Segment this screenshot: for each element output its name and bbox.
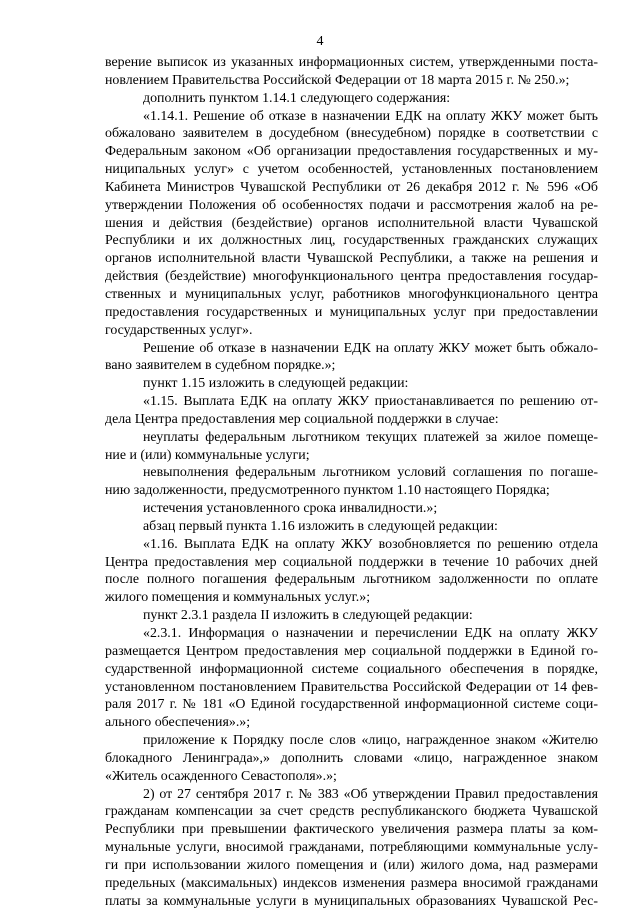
text-line: предельных (максимальных) индексов изменения размера вносимой гражданами (105, 875, 598, 891)
text-line: государственных услуг». (105, 322, 253, 338)
text-line: платы за коммунальные услуги в муниципальных образованиях Чувашской Рес- (105, 893, 598, 909)
document-body (105, 54, 598, 911)
text-line: «Житель осажденного Севастополя».»; (105, 768, 337, 784)
text-line: ние и (или) коммунальные услуги; (105, 447, 310, 463)
text-line: мунальные услуги, вносимой гражданами, потребляющими коммунальные услу- (105, 840, 598, 856)
text-line: установленном постановлением Правительства Российской Федерации от 14 фев- (105, 679, 598, 695)
text-line: сударственной информационной системе социального обеспечения в порядке, (105, 661, 598, 677)
text-line: «1.15. Выплата ЕДК на оплату ЖКУ приостанавливается по решению от- (143, 394, 598, 410)
text-line: абзац первый пункта 1.16 изложить в следующей редакции: (143, 518, 498, 534)
text-line: раля 2017 г. № 181 «О Единой государственной информационной системе соци- (105, 697, 598, 713)
text-line: ственных и муниципальных услуг, работников многофункционального центра (105, 286, 598, 302)
text-line: дела Центра предоставления мер социальной поддержки в случае: (105, 411, 499, 427)
text-line: утверждении Положения об особенностях подачи и рассмотрения жалоб на ре- (105, 197, 598, 213)
text-line: жилого помещения и коммунальных услуг.»; (105, 590, 371, 606)
text-line: органов исполнительной власти Чувашской Республики, а также на решения и (105, 251, 598, 267)
text-line: пункт 2.3.1 раздела II изложить в следующей редакции: (143, 608, 473, 624)
text-line: ниципальных услуг» с учетом особенностей, установленных постановлением (105, 162, 598, 178)
text-line: гражданам компенсации за счет средств республиканского бюджета Чувашской (105, 804, 598, 820)
text-line: размещается Центром предоставления мер социальной поддержки в Единой го- (105, 643, 598, 659)
page-number: 4 (316, 34, 324, 49)
text-line: Центра предоставления мер социальной поддержки в течение 10 рабочих дней (105, 554, 598, 570)
text-line: невыполнения федеральным льготником условий соглашения по погаше- (143, 465, 598, 481)
text-line: приложение к Порядку после слов «лицо, награжденное знаком «Жителю (143, 733, 598, 749)
text-line: ги при использовании жилого помещения и (или) жилого дома, над размерами (105, 857, 598, 873)
text-line: нию задолженности, предусмотренного пунктом 1.10 настоящего Порядка; (105, 483, 550, 499)
text-line: действия (бездействие) многофункционального центра предоставления государ- (105, 269, 598, 285)
text-line: предоставления государственных и муниципальных услуг при предоставлении (105, 304, 598, 320)
text-line: «1.14.1. Решение об отказе в назначении ЕДК на оплату ЖКУ может быть (143, 108, 598, 124)
text-line: обжаловано заявителем в досудебном (внесудебном) порядке в соответствии с (105, 126, 598, 142)
text-line: Решение об отказе в назначении ЕДК на оплату ЖКУ может быть обжало- (143, 340, 598, 356)
text-line: «2.3.1. Информация о назначении и перечислении ЕДК на оплату ЖКУ (143, 626, 598, 641)
text-line: вано заявителем в судебном порядке.»; (105, 358, 336, 374)
text-line: неуплаты федеральным льготником текущих платежей за жилое помеще- (143, 429, 598, 445)
text-line: истечения установленного срока инвалидности.»; (143, 501, 438, 517)
text-line: Федеральным законом «Об организации предоставления государственных и му- (105, 144, 598, 160)
text-line: Кабинета Министров Чувашской Республики от 26 декабря 2012 г. № 596 «Об (105, 179, 598, 195)
text-line: Республики и их должностных лиц, государственных гражданских служащих (105, 233, 598, 249)
text-line: пункт 1.15 изложить в следующей редакции: (143, 376, 409, 392)
text-line: верение выписок из указанных информационных систем, утвержденными поста- (105, 55, 598, 70)
text-line: дополнить пунктом 1.14.1 следующего содержания: (143, 90, 451, 106)
text-line: шения и действия (бездействие) органов исполнительной власти Чувашской (105, 215, 598, 231)
text-line: Республики при превышении фактического увеличения размера платы за ком- (105, 822, 598, 838)
text-line: новлением Правительства Российской Федерации от 18 марта 2015 г. № 250.»; (105, 72, 570, 88)
text-line: ального обеспечения».»; (105, 715, 251, 731)
text-line: «1.16. Выплата ЕДК на оплату ЖКУ возобновляется по решению отдела (143, 536, 598, 552)
text-line: после полного погашения федеральным льготником задолженности по оплате (105, 572, 598, 588)
text-line: блокадного Ленинграда»,» дополнить словами «лицо, награжденное знаком (105, 750, 598, 766)
text-line: 2) от 27 сентября 2017 г. № 383 «Об утверждении Правил предоставления (143, 786, 598, 802)
